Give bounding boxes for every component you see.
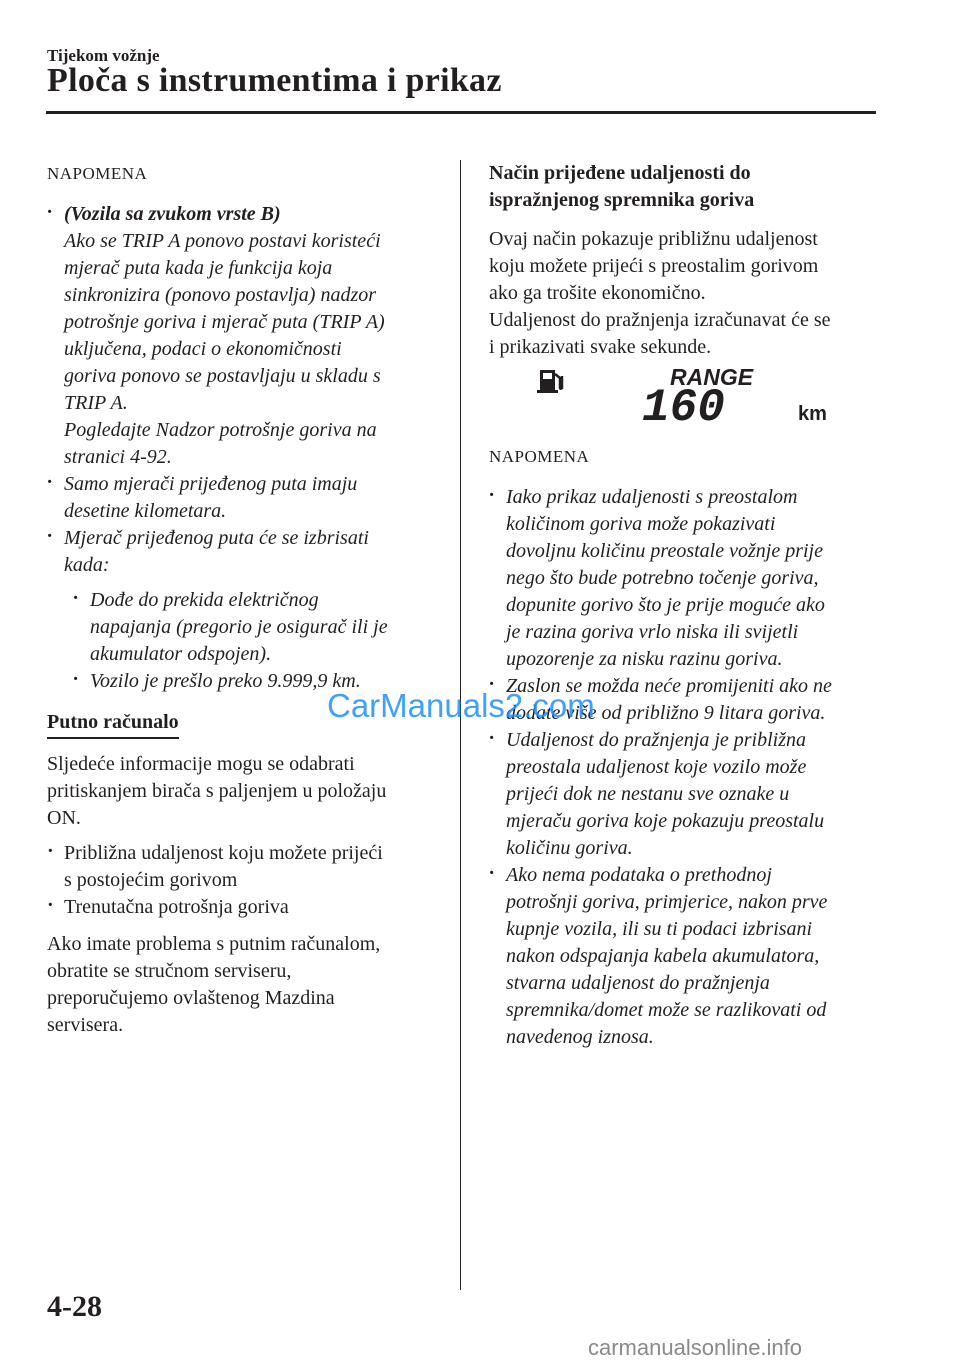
note2-bullet-2: · Zaslon se možda neće promijeniti ako ne dodate više od približno 9 litara goriva.	[489, 673, 889, 727]
range-unit: km	[798, 403, 827, 425]
title-rule	[46, 111, 876, 114]
note2-bullet-4: · Ako nema podataka o prethodnoj potrošnji goriva, primjerice, nakon prve kupnje vozila, ili su ti podaci izbrisani nakon odspajanja kabela akumulatora, stvarna udaljenost do pražnjenja spremnika/domet može se razlikovati od navedenog iznosa.	[489, 862, 889, 1051]
note-heading-2: NAPOMENA	[489, 447, 590, 466]
trip-computer-heading: Putno računalo	[47, 709, 179, 739]
right-column	[489, 160, 889, 361]
note2-bullet-3: · Udaljenost do pražnjenja je približna preostala udaljenost koje vozilo može prijeći dok ne nestanu sve oznake u mjeraču goriva koje pokazuju preostalu količinu goriva.	[489, 727, 889, 862]
trip-paragraph-1: Sljedeće informacije mogu se odabrati pritiskanjem birača s paljenjem u položaju ON.	[47, 753, 387, 829]
range-heading: Način prijeđene udaljenosti do ispražnjenog spremnika goriva	[489, 162, 755, 211]
trip-item-1: · Približna udaljenost koju možete prijeći s postojećim gorivom	[47, 840, 452, 894]
range-display	[530, 360, 830, 430]
note-bullet-2: · Samo mjerači prijeđenog puta imaju desetine kilometara.	[47, 471, 452, 525]
note-bullet-3: · Mjerač prijeđenog puta će se izbrisati kada:	[47, 525, 452, 579]
left-column	[47, 160, 452, 1039]
note2-bullet-1: · Iako prikaz udaljenosti s preostalom količinom goriva može pokazivati dovoljnu količinu preostale vožnje prije nego što bude potrebno točenje goriva, dopunite gorivo što je prije moguće ako je razina goriva vrlo niska ili svijetli upozorenje za nisku razinu goriva.	[489, 484, 889, 673]
section-label: Tijekom vožnje	[47, 46, 160, 65]
range-paragraph: Ovaj način pokazuje približnu udaljenost koju možete prijeći s preostalim gorivom ako ga trošite ekonomično. Udaljenost do pražnjenja izračunavat će se i prikazivati svake sekunde.	[489, 228, 831, 358]
trip-item-2: · Trenutačna potrošnja goriva	[47, 894, 452, 921]
right-note	[489, 443, 889, 1051]
range-value: 160	[642, 382, 725, 430]
page-number: 4-28	[47, 1290, 102, 1323]
trip-paragraph-2: Ako imate problema s putnim računalom, obratite se stručnom serviseru, preporučujemo ovlaštenog Mazdina servisera.	[47, 933, 381, 1036]
range-label: RANGE	[670, 364, 754, 390]
fuel-pump-icon	[537, 370, 562, 393]
column-divider	[460, 160, 461, 1290]
note-bullet-1: · (Vozila sa zvukom vrste B) Ako se TRIP A ponovo postavi koristeći mjerač puta kada je funkcija koja sinkronizira (ponovo postavlja) nadzor potrošnje goriva i mjerač puta (TRIP A) uključena, podaci o ekonomičnosti goriva ponovo se postavljaju u skladu s TRIP A. Pogledajte Nadzor potrošnje goriva na stranici 4-92.	[47, 201, 452, 471]
note-heading: NAPOMENA	[47, 164, 148, 183]
note-subbullet-1: · Dođe do prekida električnog napajanja (pregorio je osigurač ili je akumulator odspojen).	[73, 587, 452, 668]
watermark-footer: carmanualsonline.info	[588, 1335, 803, 1360]
watermark-logo: CarManuals2.com	[327, 687, 595, 724]
page-title: Ploča s instrumentima i prikaz	[47, 62, 502, 99]
note-subbullet-2: · Vozilo je prešlo preko 9.999,9 km.	[73, 668, 452, 695]
